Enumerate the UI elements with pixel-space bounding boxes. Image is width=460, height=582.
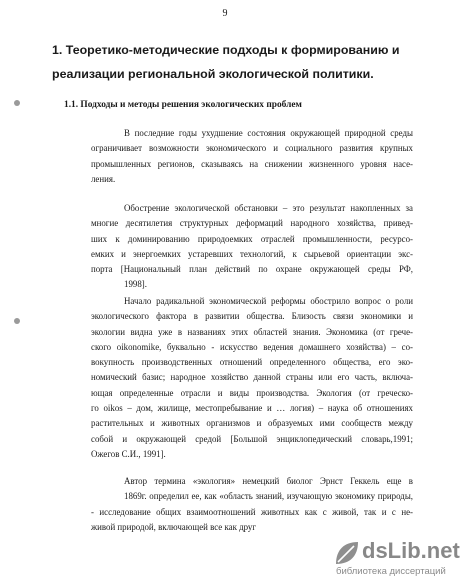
text-line: экологии видна уже в названиях этих областей знания. Экономика (от грече- [91, 326, 413, 337]
chapter-title [52, 38, 432, 86]
paragraph [91, 474, 413, 535]
paragraph [91, 294, 413, 462]
text-line: промышленных регионов, сказываясь на снижении жизненного уровня насе- [91, 158, 413, 169]
watermark [332, 536, 460, 580]
text-line: - исследование общих взаимоотношений животных как с живой, так и с не- [91, 506, 413, 517]
text-line: экологического фактора в развитии общества. Близость связи экономики и [91, 311, 413, 322]
text-line: Автор термина «экология» немецкий биолог Эрнст Геккель еще в [124, 476, 413, 486]
text-line: ского oikonomike, буквально - искусство ведения домашнего хозяйства) – со- [91, 341, 413, 352]
text-line: многие десятилетия структурных деформаций народного хозяйства, привед- [91, 218, 413, 229]
paragraph [91, 126, 413, 187]
text-line: номический базис; народное хозяйство данной страны или его часть, включа- [91, 372, 413, 383]
text-line: ющая определенные отрасли и виды производства. Экология (от греческо- [91, 387, 413, 398]
text-line: В последние годы ухудшение состояния окружающей природной среды [124, 128, 413, 138]
text-line: вокупность производственных отношений определенного общества, его эко- [91, 357, 413, 368]
margin-hole-mark [14, 100, 20, 106]
page-number: 9 [222, 8, 228, 19]
text-line: живой природой, включающей все как друг [91, 521, 257, 532]
text-line: емких и энергоемких устаревших технологий, к сырьевой ориентации экс- [91, 248, 413, 259]
leaf-logo-icon [332, 538, 362, 568]
text-line: порта [Национальный план действий по охране окружающей среды РФ, [91, 264, 413, 275]
paragraph [91, 201, 413, 293]
text-line: Ожегов С.И., 1991]. [91, 448, 166, 459]
watermark-brand: dsLib.net [362, 538, 460, 563]
chapter-title-line: 1. Теоретико-методические подходы к формированию и [52, 43, 400, 57]
watermark-subtitle: библиотека диссертаций [336, 566, 446, 577]
text-line: ления. [91, 173, 116, 184]
text-line: 1869г. определил ее, как «область знаний, изучающую экономику природы, [124, 491, 413, 502]
text-line: ограничивает возможности экономического и социального развития крупных [91, 143, 413, 154]
text-line: собой и окружающей средой [Большой энциклопедический словарь,1991; [91, 433, 413, 444]
text-line: ших к доминированию природоемких отраслей промышленности, ресурсо- [91, 233, 413, 244]
section-title: 1.1. Подходы и методы решения экологических проблем [64, 100, 302, 110]
margin-hole-mark [14, 318, 20, 324]
text-line: растительных и животных организмов и образуемых ими сообществ между [91, 418, 413, 429]
text-line: Начало радикальной экономической реформы обострило вопрос о роли [124, 296, 413, 306]
text-line: го oikos – дом, жилище, местопребывание и … логия) – наука об отношениях [91, 403, 413, 414]
chapter-title-line: реализации региональной экологической политики. [52, 67, 374, 81]
text-line: Обострение экологической обстановки – это результат накопленных за [124, 203, 413, 213]
text-line: 1998]. [124, 279, 147, 290]
